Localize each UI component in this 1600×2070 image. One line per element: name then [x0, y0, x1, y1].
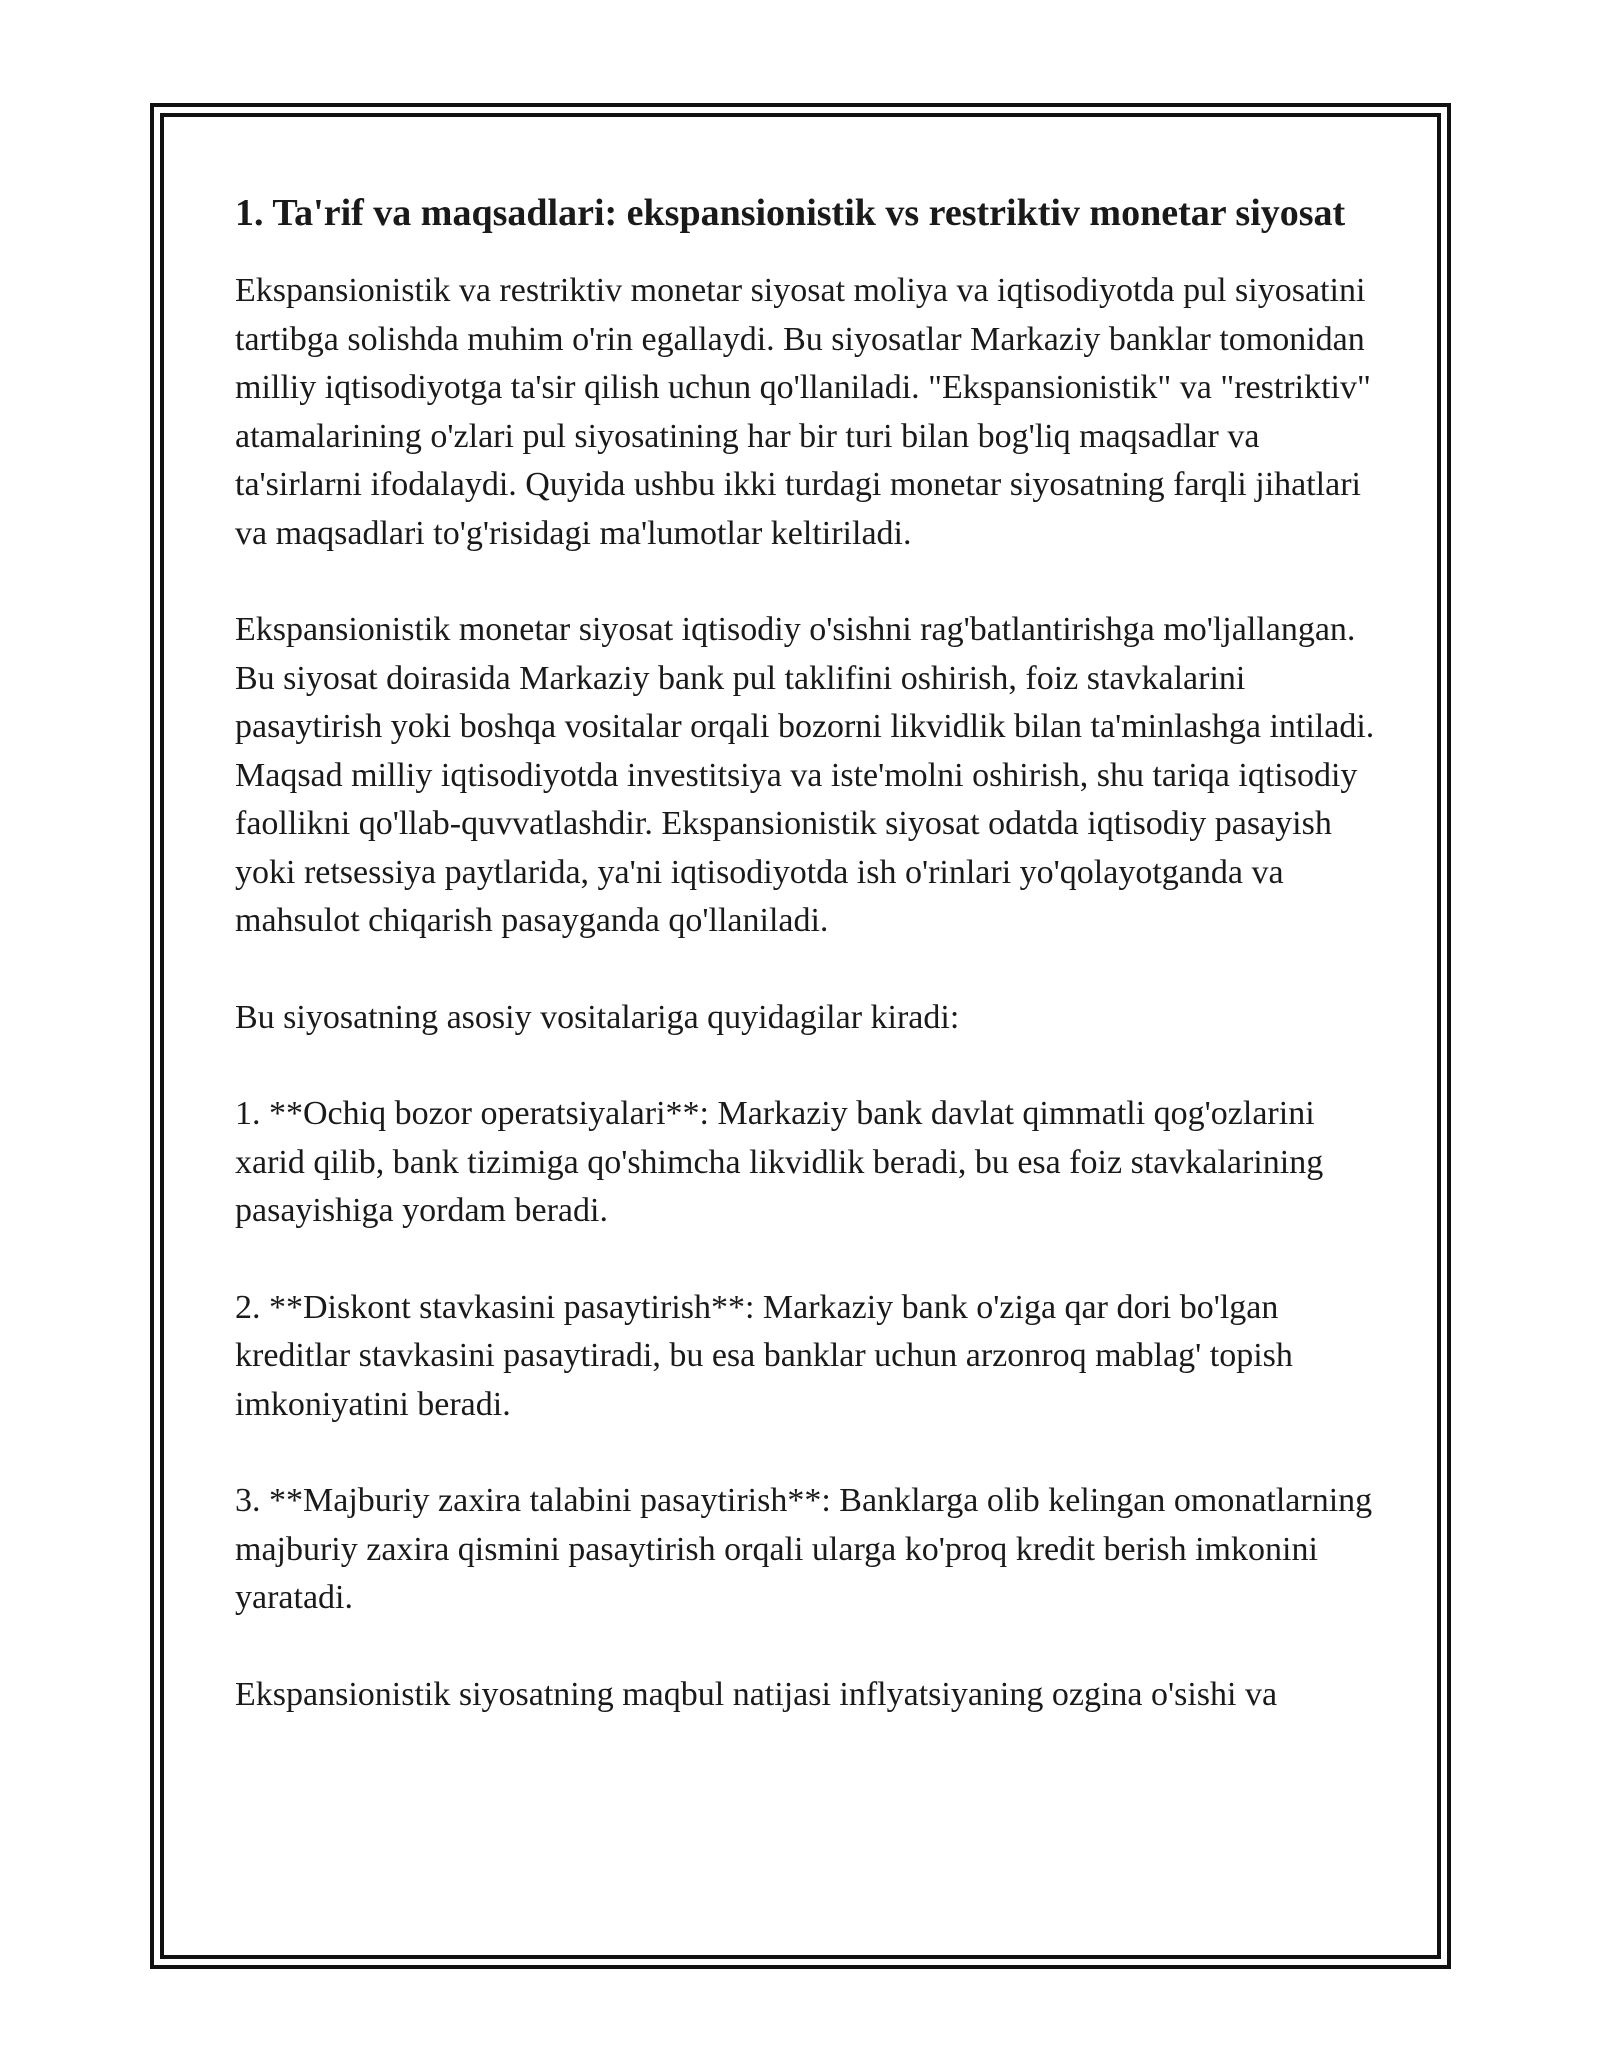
- paragraph-expansionary: Ekspansionistik monetar siyosat iqtisodiy o'sishni rag'batlantirishga mo'ljallangan. Bu siyosat doirasida Markaziy bank pul taklifini oshirish, foiz stavkalarini pasaytirish yoki boshqa vositalar orqali bozorni likvidlik bilan ta'minlashga intiladi. Maqsad milliy iqtisodiyotda investitsiya va iste'molni oshirish, shu tariqa iqtisodiy faollikni qo'llab-quvvatlashdir. Ekspansionistik siyosat odatda iqtisodiy pasayish yoki retsessiya paytlarida, ya'ni iqtisodiyotda ish o'rinlari yo'qolayotganda va mahsulot chiqarish pasayganda qo'llaniladi.: [235, 611, 1375, 939]
- paragraph-outcome: Ekspansionistik siyosatning maqbul natijasi inflyatsiyaning ozgina o'sishi va: [235, 1675, 1278, 1713]
- paragraph-intro: Ekspansionistik va restriktiv monetar siyosat moliya va iqtisodiyotda pul siyosatini tartibga solishda muhim o'rin egallaydi. Bu siyosatlar Markaziy banklar tomonidan milliy iqtisodiyotga ta'sir qilish uchun qo'llaniladi. "Ekspansionistik" va "restriktiv" atamalarining o'zlari pul siyosatining har bir turi bilan bog'liq maqsadlar va ta'sirlarni ifodalaydi. Quyida ushbu ikki turdagi monetar siyosatning farqli jihatlari va maqsadlari to'g'risidagi ma'lumotlar keltiriladi.: [235, 272, 1371, 552]
- list-item-discount-rate: 2. **Diskont stavkasini pasaytirish**: Markaziy bank o'ziga qar dori bo'lgan kreditlar stavkasini pasaytiradi, bu esa banklar uchun arzonroq mablag' topish imkoniyatini beradi.: [235, 1288, 1293, 1423]
- section-heading: 1. Ta'rif va maqsadlari: ekspansionistik vs restriktiv monetar siyosat: [235, 192, 1346, 234]
- document-body: [235, 185, 1375, 1719]
- list-item-reserve-requirement: 3. **Majburiy zaxira talabini pasaytirish**: Banklarga olib kelingan omonatlarning majburiy zaxira qismini pasaytirish orqali ularga ko'proq kredit berish imkonini yaratadi.: [235, 1482, 1373, 1616]
- list-item-open-market: 1. **Ochiq bozor operatsiyalari**: Markaziy bank davlat qimmatli qog'ozlarini xarid qilib, bank tizimiga qo'shimcha likvidlik beradi, bu esa foiz stavkalarining pasayishiga yordam beradi.: [235, 1095, 1324, 1229]
- paragraph-tools-intro: Bu siyosatning asosiy vositalariga quyidagilar kiradi:: [235, 998, 960, 1036]
